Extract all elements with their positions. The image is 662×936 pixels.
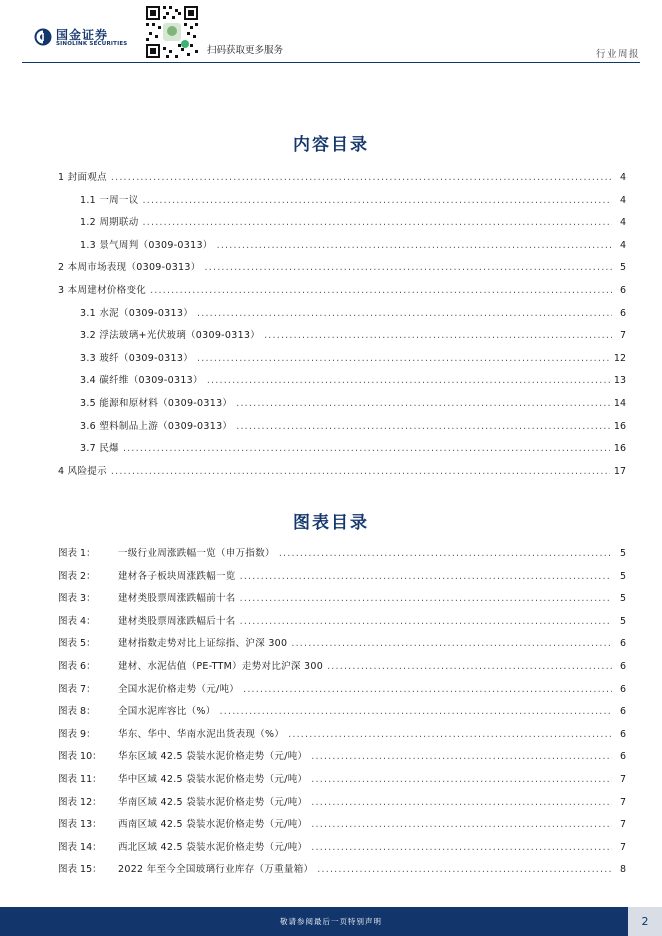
- chart-toc-number: 图表 4：: [58, 615, 96, 627]
- chart-toc-number: 图表 2：: [58, 570, 96, 582]
- chart-toc-number: 图表 15：: [58, 864, 102, 876]
- toc-leader-dots: [143, 194, 612, 208]
- toc-entry-title: 3.6 塑料制品上游（0309-0313）: [80, 420, 233, 432]
- chart-toc-leader-dots: [279, 547, 612, 561]
- sinolink-logo-mark-icon: [34, 28, 52, 46]
- chart-toc-page: 7: [619, 819, 626, 831]
- chart-toc-leader-dots: [311, 773, 612, 787]
- chart-toc-entry[interactable]: [58, 796, 626, 810]
- chart-toc-entry[interactable]: [58, 592, 626, 606]
- chart-toc-number: 图表 6：: [58, 661, 96, 672]
- toc-entry-title: 3.5 能源和原材料（0309-0313）: [80, 398, 233, 409]
- chart-toc-leader-dots: [311, 841, 612, 855]
- chart-toc-number: 图表 1：: [58, 548, 96, 559]
- chart-toc-leader-dots: [327, 660, 612, 674]
- toc-leader-dots: [207, 374, 610, 388]
- toc-entry-page: 4: [619, 194, 626, 206]
- chart-toc-title: 建材各子板块周涨跌幅一览: [118, 570, 236, 582]
- chart-toc-leader-dots: [311, 750, 612, 764]
- toc-entry-page: 4: [619, 217, 626, 229]
- chart-toc-leader-dots: [291, 637, 612, 651]
- toc-leader-dots: [150, 284, 612, 298]
- chart-toc-page: 8: [619, 864, 626, 876]
- chart-toc-leader-dots: [243, 683, 612, 697]
- toc-entry[interactable]: [80, 216, 626, 230]
- logo-chinese-name: 国金证券: [56, 28, 109, 42]
- chart-toc-page: 6: [619, 683, 626, 695]
- chart-toc-title: 西北区域 42.5 袋装水泥价格走势（元/吨）: [118, 841, 308, 853]
- toc-entry-title: 4 风险提示: [58, 465, 107, 477]
- chart-toc-entry[interactable]: [58, 863, 626, 877]
- chart-toc-title: 华东、华中、华南水泥出货表现（%）: [118, 728, 285, 740]
- chart-toc-entry[interactable]: [58, 683, 626, 697]
- page-footer: [0, 907, 662, 936]
- chart-toc-page: 5: [619, 570, 626, 582]
- toc-entry-title: 3.1 水泥（0309-0313）: [80, 307, 194, 319]
- page-number: 2: [628, 907, 662, 936]
- toc-entry[interactable]: [58, 284, 626, 298]
- toc-entry[interactable]: [80, 307, 626, 321]
- chart-toc-entry[interactable]: [58, 773, 626, 787]
- chart-toc-entry[interactable]: [58, 547, 626, 561]
- logo-english-name: SINOLINK SECURITIES: [56, 41, 128, 47]
- chart-toc-title: 全国水泥价格走势（元/吨）: [118, 683, 240, 695]
- chart-toc-entry[interactable]: [58, 615, 626, 629]
- toc-entry[interactable]: [80, 442, 626, 456]
- chart-toc-entry[interactable]: [58, 637, 626, 651]
- chart-toc-leader-dots: [317, 863, 612, 877]
- toc-entry-title: 3.3 玻纤（0309-0313）: [80, 352, 194, 364]
- toc-entry-page: 6: [619, 285, 626, 296]
- chart-toc-title: 华南区域 42.5 袋装水泥价格走势（元/吨）: [118, 796, 308, 808]
- chart-toc-number: 图表 10：: [58, 751, 102, 763]
- toc-entry[interactable]: [80, 397, 626, 411]
- toc-leader-dots: [236, 420, 610, 434]
- toc-entry-page: 13: [613, 375, 626, 387]
- chart-toc-number: 图表 12：: [58, 796, 102, 808]
- toc-leader-dots: [236, 397, 610, 411]
- chart-toc-number: 图表 3：: [58, 593, 96, 605]
- toc-entry-page: 16: [613, 420, 626, 432]
- footer-disclaimer: 敬请参阅最后一页特别声明: [280, 917, 382, 926]
- toc-entry-page: 4: [619, 172, 626, 183]
- toc-title: 内容目录: [293, 135, 369, 155]
- chart-toc-entry[interactable]: [58, 750, 626, 764]
- toc-leader-dots: [123, 442, 610, 456]
- chart-toc-number: 图表 8：: [58, 706, 96, 718]
- chart-toc-leader-dots: [288, 728, 612, 742]
- chart-toc-title: 建材、水泥估值（PE-TTM）走势对比沪深 300: [118, 661, 324, 672]
- chart-toc-leader-dots: [311, 796, 612, 810]
- chart-toc-page: 6: [619, 706, 626, 718]
- toc-entry-page: 4: [619, 239, 626, 251]
- chart-toc-title: 建材类股票周涨跌幅前十名: [118, 593, 236, 605]
- chart-toc-page: 5: [619, 615, 626, 627]
- toc-entry[interactable]: [80, 194, 626, 208]
- toc-entry[interactable]: [58, 261, 626, 275]
- chart-toc-page: 6: [619, 751, 626, 763]
- toc-entry-title: 3.2 浮法玻璃+光伏玻璃（0309-0313）: [80, 330, 261, 342]
- chart-toc-page: 5: [619, 548, 626, 559]
- toc-entry[interactable]: [80, 329, 626, 343]
- chart-toc-title: 华中区域 42.5 袋装水泥价格走势（元/吨）: [118, 774, 308, 785]
- chart-toc-number: 图表 5：: [58, 638, 96, 650]
- toc-leader-dots: [197, 352, 610, 366]
- toc-entry-page: 7: [619, 330, 626, 342]
- chart-toc-page: 6: [619, 728, 626, 740]
- chart-toc-page: 5: [619, 593, 626, 605]
- toc-entry-title: 1 封面观点: [58, 172, 107, 183]
- sinolink-logo: [34, 26, 134, 50]
- chart-toc-number: 图表 7：: [58, 683, 96, 695]
- scan-for-services-text: 扫码获取更多服务: [207, 45, 284, 56]
- chart-toc-title: 建材指数走势对比上证综指、沪深 300: [118, 638, 288, 650]
- chart-toc-leader-dots: [220, 705, 612, 719]
- chart-toc-entry[interactable]: [58, 818, 626, 832]
- toc-leader-dots: [264, 329, 612, 343]
- charts-toc-title: 图表目录: [293, 513, 369, 533]
- chart-toc-page: 7: [619, 796, 626, 808]
- toc-entry-title: 1.1 一周一议: [80, 194, 139, 206]
- toc-entry-page: 5: [619, 262, 626, 274]
- toc-entry[interactable]: [80, 352, 626, 366]
- chart-toc-number: 图表 11：: [58, 774, 102, 785]
- toc-entry[interactable]: [58, 465, 626, 479]
- toc-entry-page: 14: [613, 398, 626, 409]
- chart-toc-leader-dots: [240, 570, 612, 584]
- toc-entry-page: 6: [619, 307, 626, 319]
- toc-entry[interactable]: [58, 171, 626, 185]
- toc-leader-dots: [217, 239, 612, 253]
- chart-toc-entry[interactable]: [58, 728, 626, 742]
- toc-leader-dots: [197, 307, 612, 321]
- toc-entry[interactable]: [80, 374, 626, 388]
- chart-toc-title: 西南区域 42.5 袋装水泥价格走势（元/吨）: [118, 819, 308, 831]
- chart-toc-leader-dots: [311, 818, 612, 832]
- chart-toc-title: 全国水泥库容比（%）: [118, 706, 216, 718]
- chart-toc-title: 一级行业周涨跌幅一览（申万指数）: [118, 548, 275, 559]
- chart-toc-number: 图表 9：: [58, 728, 96, 740]
- chart-toc-entry[interactable]: [58, 660, 626, 674]
- toc-entry-title: 3.7 民爆: [80, 443, 119, 455]
- report-type-label: 行业周报: [595, 49, 640, 60]
- toc-entry[interactable]: [80, 239, 626, 253]
- page-header: [0, 0, 662, 64]
- chart-toc-entry[interactable]: [58, 705, 626, 719]
- toc-leader-dots: [205, 261, 612, 275]
- toc-entry-page: 12: [613, 352, 626, 364]
- chart-toc-title: 2022 年至今全国玻璃行业库存（万重量箱）: [118, 864, 314, 876]
- toc-entry-title: 1.3 景气周判（0309-0313）: [80, 239, 213, 251]
- chart-toc-entry[interactable]: [58, 570, 626, 584]
- toc-entry-title: 1.2 周期联动: [80, 217, 139, 229]
- toc-entry-title: 2 本周市场表现（0309-0313）: [58, 262, 201, 274]
- chart-toc-leader-dots: [240, 615, 612, 629]
- qr-code-icon[interactable]: [144, 4, 200, 60]
- chart-toc-entry[interactable]: [58, 841, 626, 855]
- chart-toc-page: 6: [619, 638, 626, 650]
- chart-toc-title: 建材类股票周涨跌幅后十名: [118, 615, 236, 627]
- toc-entry[interactable]: [80, 420, 626, 434]
- toc-entry-title: 3 本周建材价格变化: [58, 285, 147, 296]
- chart-toc-page: 6: [619, 661, 626, 672]
- toc-entry-page: 17: [613, 465, 626, 477]
- chart-toc-number: 图表 14：: [58, 841, 102, 853]
- toc-leader-dots: [143, 216, 612, 230]
- chart-toc-page: 7: [619, 774, 626, 785]
- chart-toc-leader-dots: [240, 592, 612, 606]
- header-divider: [22, 62, 640, 63]
- toc-leader-dots: [111, 171, 612, 185]
- chart-toc-number: 图表 13：: [58, 819, 102, 831]
- chart-toc-page: 7: [619, 841, 626, 853]
- toc-leader-dots: [111, 465, 610, 479]
- toc-entry-page: 16: [613, 443, 626, 455]
- chart-toc-title: 华东区域 42.5 袋装水泥价格走势（元/吨）: [118, 751, 308, 763]
- toc-entry-title: 3.4 碳纤维（0309-0313）: [80, 375, 203, 387]
